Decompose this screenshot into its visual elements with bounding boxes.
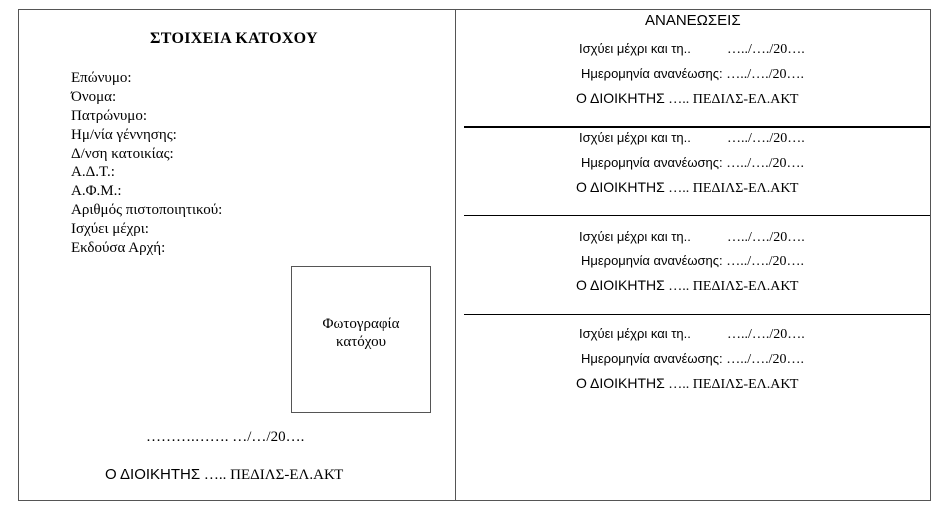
renewal-4-renewal-dots: …../…./20….	[726, 352, 805, 367]
renewal-2-signer-title: Ο ΔΙΟΙΚΗΤΗΣ	[576, 179, 665, 195]
renewal-4-renewal-label: Ημερομηνία ανανέωσης:	[581, 351, 723, 366]
renewal-2-valid-dots: …../…./20….	[726, 131, 805, 146]
renewal-3-renewal-date	[581, 253, 804, 270]
signer-title: Ο ΔΙΟΙΚΗΤΗΣ	[105, 466, 201, 483]
renewal-separator-3	[464, 314, 930, 315]
renewal-1-renewal-label: Ημερομηνία ανανέωσης:	[581, 66, 723, 81]
renewal-4-signer	[576, 375, 798, 393]
field-first-name: Όνομα:	[71, 89, 117, 105]
issue-date-line: ……….……. …/…/20….	[146, 429, 305, 445]
field-issuing-authority: Εκδούσα Αρχή:	[71, 240, 166, 256]
renewal-1-valid-until	[579, 41, 805, 58]
holder-signer	[105, 466, 343, 484]
renewal-1-valid-dots: …../…./20….	[726, 42, 805, 57]
renewal-3-signer	[576, 277, 798, 295]
renewal-1-renewal-dots: …../…./20….	[726, 67, 805, 82]
field-tax-number: Α.Φ.Μ.:	[71, 183, 122, 199]
renewal-4-valid-until	[579, 326, 805, 343]
renewal-2-valid-until	[579, 130, 805, 147]
renewal-2-renewal-dots: …../…./20….	[726, 156, 805, 171]
renewal-2-signer-dots: …..	[668, 181, 690, 196]
renewal-1-signer-unit: ΠΕΔΙΛΣ-ΕΛ.ΑΚΤ	[692, 92, 799, 107]
field-birth-date: Ημ/νία γέννησης:	[71, 127, 177, 143]
renewal-3-signer-unit: ΠΕΔΙΛΣ-ΕΛ.ΑΚΤ	[692, 279, 799, 294]
field-id-number: Α.Δ.Τ.:	[71, 164, 115, 180]
renewal-3-renewal-dots: …../…./20….	[726, 254, 805, 269]
field-surname: Επώνυμο:	[71, 70, 132, 86]
renewal-4-renewal-date	[581, 351, 804, 368]
field-certificate-number: Αριθμός πιστοποιητικού:	[71, 202, 223, 218]
renewal-1-renewal-date	[581, 66, 804, 83]
renewal-3-renewal-label: Ημερομηνία ανανέωσης:	[581, 253, 723, 268]
holder-photo-box	[291, 266, 431, 413]
renewal-2-signer-unit: ΠΕΔΙΛΣ-ΕΛ.ΑΚΤ	[692, 181, 799, 196]
signer-unit: ΠΕΔΙΛΣ-ΕΛ.ΑΚΤ	[230, 467, 344, 483]
field-valid-until: Ισχύει μέχρι:	[71, 221, 149, 237]
renewal-4-valid-label: Ισχύει μέχρι και τη..	[579, 326, 691, 341]
renewal-4-valid-dots: …../…./20….	[726, 327, 805, 342]
renewal-1-signer-title: Ο ΔΙΟΙΚΗΤΗΣ	[576, 90, 665, 106]
renewal-2-renewal-label: Ημερομηνία ανανέωσης:	[581, 155, 723, 170]
field-address: Δ/νση κατοικίας:	[71, 146, 174, 162]
renewal-3-valid-dots: …../…./20….	[726, 230, 805, 245]
renewal-1-signer	[576, 90, 798, 108]
renewal-3-valid-until	[579, 229, 805, 246]
renewal-2-valid-label: Ισχύει μέχρι και τη..	[579, 130, 691, 145]
renewal-1-signer-dots: …..	[668, 92, 690, 107]
renewal-1-valid-label: Ισχύει μέχρι και τη..	[579, 41, 691, 56]
renewal-3-signer-dots: …..	[668, 279, 690, 294]
renewals-section-title: ΑΝΑΝΕΩΣΕΙΣ	[645, 12, 741, 29]
renewal-3-signer-title: Ο ΔΙΟΙΚΗΤΗΣ	[576, 277, 665, 293]
photo-label-line-2: κατόχου	[335, 334, 387, 350]
renewal-separator-2	[464, 215, 930, 216]
renewal-2-renewal-date	[581, 155, 804, 172]
signer-dots: …..	[203, 467, 227, 483]
photo-label	[292, 315, 430, 351]
center-divider	[455, 9, 456, 501]
renewal-4-signer-dots: …..	[668, 377, 690, 392]
renewal-2-signer	[576, 179, 798, 197]
photo-label-line-1: Φωτογραφία	[322, 316, 400, 332]
renewal-3-valid-label: Ισχύει μέχρι και τη..	[579, 229, 691, 244]
field-fathers-name: Πατρώνυμο:	[71, 108, 147, 124]
renewal-4-signer-title: Ο ΔΙΟΙΚΗΤΗΣ	[576, 375, 665, 391]
holder-section-title: ΣΤΟΙΧΕΙΑ ΚΑΤΟΧΟΥ	[150, 30, 318, 47]
renewal-separator-1	[464, 126, 930, 128]
renewal-4-signer-unit: ΠΕΔΙΛΣ-ΕΛ.ΑΚΤ	[692, 377, 799, 392]
